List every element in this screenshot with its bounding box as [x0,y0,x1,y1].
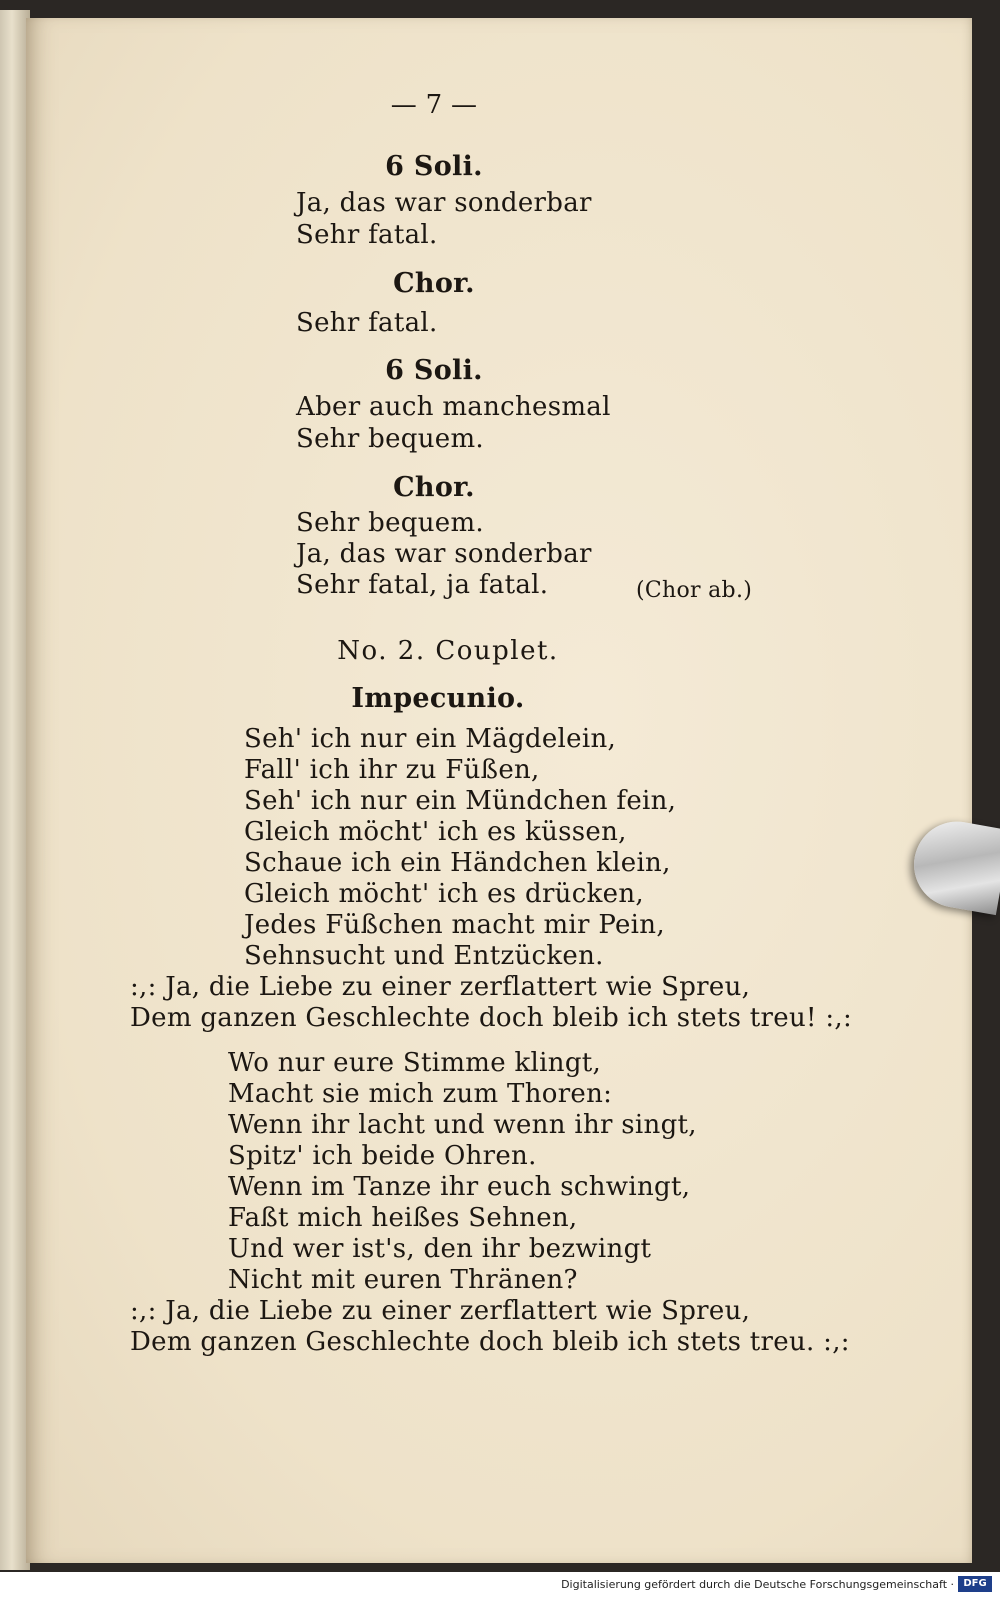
speaker-heading: 6 Soli. [385,151,483,182]
speaker-heading: Chor. [393,472,475,503]
stage-direction: (Chor ab.) [636,578,753,603]
verse-line: Schaue ich ein Händchen klein, [244,848,671,878]
verse-line: Aber auch manchesmal [296,392,611,422]
speaker-heading: Chor. [393,268,475,299]
verse-line: Macht sie mich zum Thoren: [228,1079,613,1109]
verse-line: Sehr bequem. [296,508,484,538]
digitization-footer [0,1572,1000,1600]
verse-line: Seh' ich nur ein Mündchen fein, [244,786,677,816]
speaker-heading: 6 Soli. [385,355,483,386]
verse-line: Wo nur eure Stimme klingt, [228,1048,602,1078]
verse-line: Und wer ist's, den ihr bezwingt [228,1234,652,1264]
verse-line: Sehr bequem. [296,424,484,454]
refrain-line: :,: Ja, die Liebe zu einer zerflattert wie Spreu, [130,972,751,1002]
verse-line: Jedes Füßchen macht mir Pein, [244,910,665,940]
page-number: — 7 — [390,90,478,120]
character-name: Impecunio. [351,683,525,714]
verse-line: Ja, das war sonderbar [296,188,592,218]
verse-line: Wenn ihr lacht und wenn ihr singt, [228,1110,697,1140]
verse-line: Seh' ich nur ein Mägdelein, [244,724,617,754]
verse-line: Sehr fatal, ja fatal. [296,570,549,600]
section-heading: No. 2. Couplet. [337,636,559,666]
refrain-line: Dem ganzen Geschlechte doch bleib ich stets treu! :,: [130,1003,853,1033]
refrain-line: :,: Ja, die Liebe zu einer zerflattert wie Spreu, [130,1296,751,1326]
funding-notice: Digitalisierung gefördert durch die Deutsche Forschungsgemeinschaft · [561,1578,954,1591]
refrain-line: Dem ganzen Geschlechte doch bleib ich stets treu. :,: [130,1327,850,1357]
verse-line: Fall' ich ihr zu Füßen, [244,755,540,785]
verse-line: Spitz' ich beide Ohren. [228,1141,537,1171]
verse-line: Nicht mit euren Thränen? [228,1265,578,1295]
verse-line: Faßt mich heißes Sehnen, [228,1203,578,1233]
verse-line: Gleich möcht' ich es drücken, [244,879,644,909]
verse-line: Sehr fatal. [296,220,438,250]
verse-line: Ja, das war sonderbar [296,539,592,569]
verse-line: Wenn im Tanze ihr euch schwingt, [228,1172,691,1202]
verse-line: Sehnsucht und Entzücken. [244,941,604,971]
verse-line: Gleich möcht' ich es küssen, [244,817,627,847]
dfg-logo: DFG [958,1576,992,1592]
verse-line: Sehr fatal. [296,308,438,338]
book-page [26,18,972,1563]
